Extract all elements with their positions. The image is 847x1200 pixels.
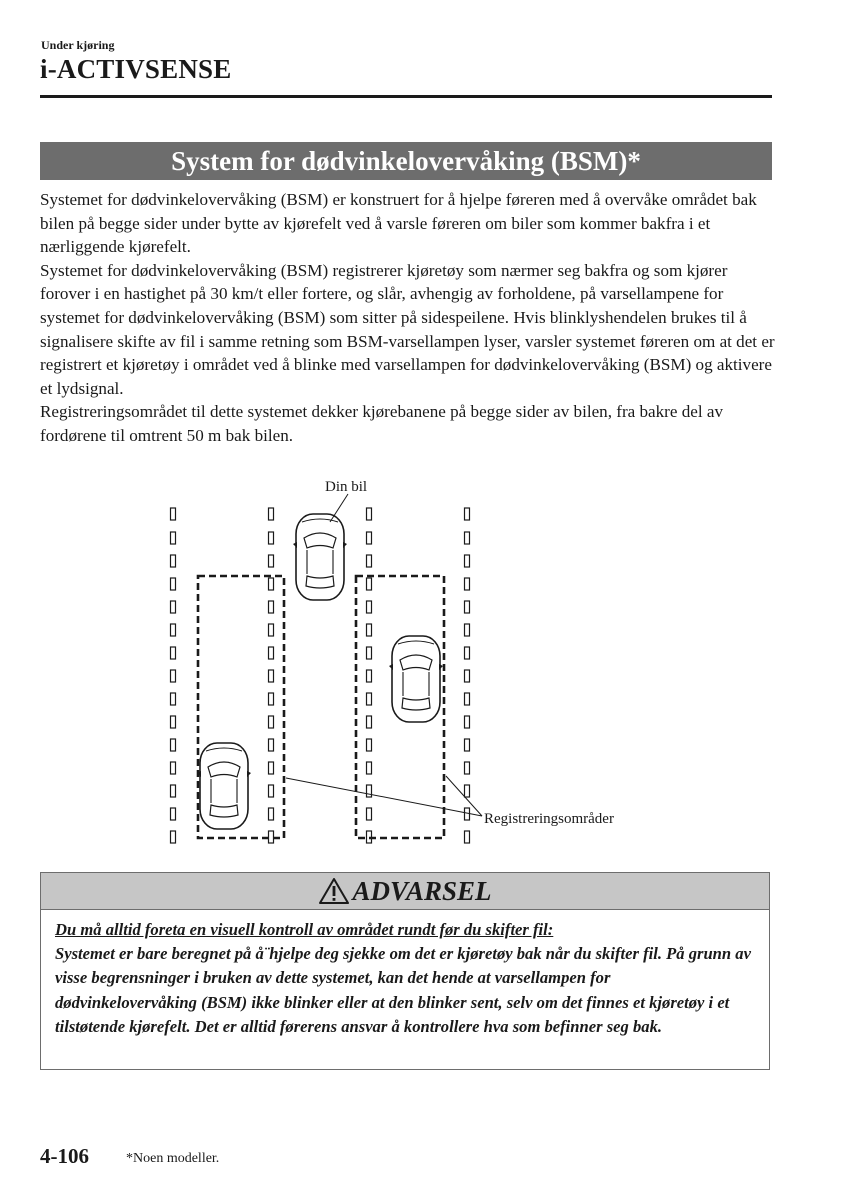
breadcrumb: Under kjøring (41, 38, 115, 52)
body-paragraph: Systemet for dødvinkelovervåking (BSM) er konstruert for å hjelpe føreren med å overvåke området bak bilen på begge sider under bytte av kjørefelt ved å varsle føreren om biler som kommer bakfra i et nærliggende kjørefelt. (40, 190, 757, 257)
warning-body (41, 910, 769, 1039)
warning-header (41, 873, 769, 910)
body-text (40, 188, 780, 448)
car-left-lane-icon (197, 743, 251, 829)
warning-title: ADVARSEL (352, 875, 492, 906)
leader-line-own-car (330, 494, 348, 522)
own-car-icon (293, 514, 347, 600)
label-detection-areas: Registreringsområder (484, 811, 614, 827)
section-title: System for dødvinkelovervåking (BSM)* (40, 142, 772, 180)
body-paragraph: Systemet for dødvinkelovervåking (BSM) registrerer kjøretøy som nærmer seg bakfra og som kjører forover i en hastighet på 30 km/t eller fortere, og slår, avhengig av forholdene, på varsellampene for systemet for dødvinkelovervåking (BSM) som sitter på sidespeilene. Hvis blinklyshendelen brukes til å signalisere skifte av fil i samme retning som BSM-varsellampen lyser, varsler systemet føreren om at det er registrert et kjøretøy i området ved å blinke med varsellampen for dødvinkelovervåking (BSM) og aktivere et lydsignal. (40, 260, 775, 398)
lane-line (171, 508, 176, 843)
bsm-diagram (150, 470, 650, 860)
label-own-car: Din bil (325, 479, 368, 495)
header-rule (40, 95, 772, 98)
body-paragraph: Registreringsområdet til dette systemet dekker kjørebanene på begge sider av bilen, fra bakre del av fordørene til omtrent 50 m bak bilen. (40, 402, 724, 445)
lane-line (465, 508, 470, 843)
warning-lead: Du må alltid foreta en visuell kontroll av området rundt før du skifter fil: (55, 920, 554, 939)
page-number: 4-106 (40, 1144, 89, 1168)
lane-line (367, 508, 372, 843)
warning-triangle-icon (318, 877, 350, 905)
warning-text: Systemet er bare beregnet på å¨hjelpe deg sjekke om det er kjøretøy bak når du skifter fil. På grunn av visse begrensninger i bruken av dette systemet, kan det hende at varsellampen for dødvinkelovervåking (BSM) ikke blinker eller at den blinker sent, selv om det finnes et kjøretøy i et tilstøtende kjørefelt. Det er alltid førerens ansvar å kontrollere hva som befinner seg bak. (55, 944, 751, 1036)
car-right-lane-icon (389, 636, 443, 722)
warning-box (40, 872, 770, 1070)
footnote: *Noen modeller. (126, 1151, 220, 1166)
chapter-title: i-ACTIVSENSE (40, 54, 232, 84)
lane-line (269, 508, 274, 843)
bsm-diagram-svg (150, 470, 650, 860)
